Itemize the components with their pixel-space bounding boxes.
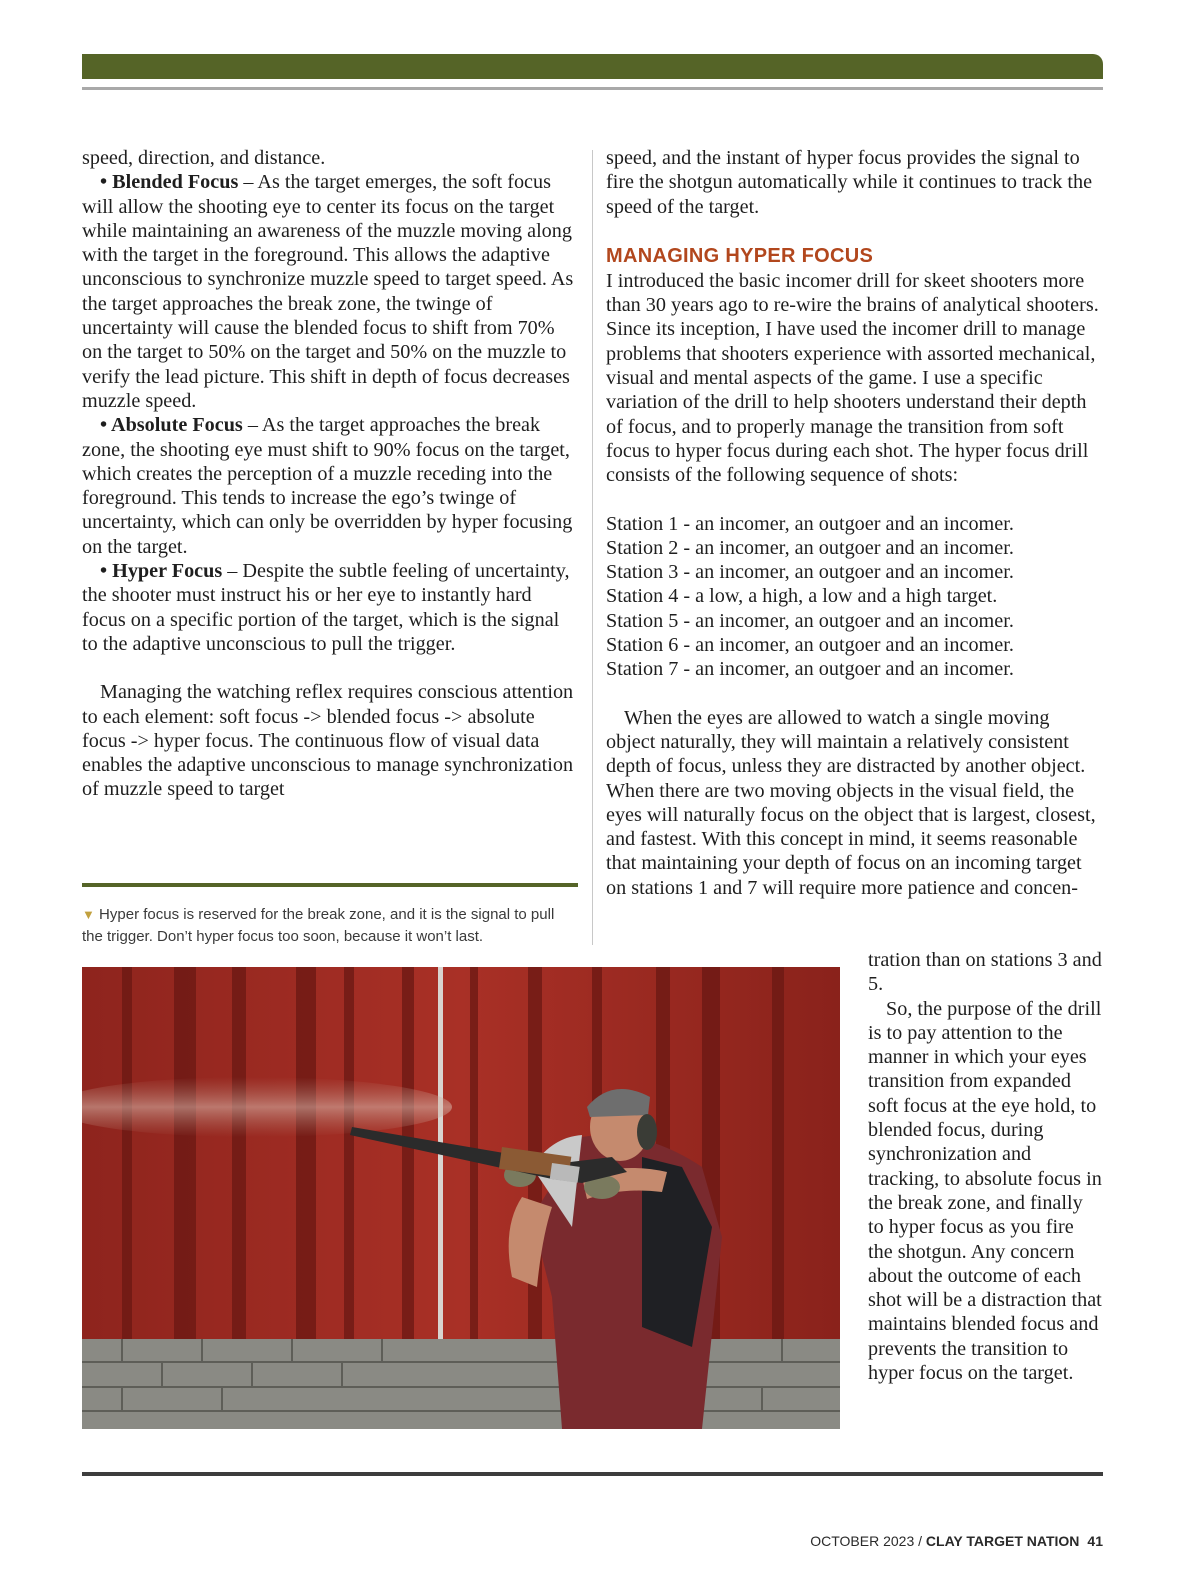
station-line: Station 3 - an incomer, an outgoer and an incomer. xyxy=(606,561,1014,584)
station-line: Station 2 - an incomer, an outgoer and an incomer. xyxy=(606,536,1014,559)
station-line: Station 1 - an incomer, an outgoer and an incomer. xyxy=(606,512,1014,535)
column-divider xyxy=(592,150,593,945)
station-line: Station 4 - a low, a high, a low and a high target. xyxy=(606,585,998,608)
bullet-blended-focus xyxy=(82,170,578,413)
term-absolute-focus: • Absolute Focus xyxy=(100,414,243,437)
photo-caption xyxy=(82,904,578,948)
paragraph-eyes: When the eyes are allowed to watch a single moving object naturally, they will maintain a relatively consistent depth of focus, unless they are distracted by another object. When there are two moving objects in the visual field, the eyes will naturally focus on the object that is largest, closest, and fastest. With this concept in mind, it seems reasonable that maintaining your depth of focus on an incoming target on stations 1 and 7 will require more patience and concen- xyxy=(606,706,1096,899)
footer-date: OCTOBER 2023 / xyxy=(810,1533,926,1549)
term-hyper-focus: • Hyper Focus xyxy=(100,560,223,583)
right-column xyxy=(606,146,1103,900)
paragraph: speed, and the instant of hyper focus provides the signal to fire the shotgun automatically while it continues to track the speed of the target. xyxy=(606,147,1093,218)
paragraph-intro: I introduced the basic incomer drill for skeet shooters more than 30 years ago to re-wire the brains of analytical shooters. Since its inception, I have used the incomer drill to manage problems that shooters experience with assorted mechanical, visual and mental aspects of the game. I use a specific variation of the drill to help shooters understand their depth of focus, and to properly manage the transition from soft focus to hyper focus during each shot. The hyper focus drill consists of the following sequence of shots: xyxy=(606,269,1099,487)
section-heading: MANAGING HYPER FOCUS xyxy=(606,244,874,267)
term-blended-focus: • Blended Focus xyxy=(100,171,239,194)
bullet-absolute-focus xyxy=(82,413,578,559)
caption-rule xyxy=(82,883,578,887)
paragraph-purpose: So, the purpose of the drill is to pay attention to the manner in which your eyes transition from expanded soft focus at the eye hold, to blended focus, during synchronization and tracking, to absolute focus in the break zone, and finally to hyper focus as you fire the shotgun. Any concern about the outcome of each shot will be a distraction that maintains blended focus and prevents the transition to hyper focus on the target. xyxy=(868,997,1102,1385)
right-column-narrow xyxy=(868,948,1103,1385)
header-bar xyxy=(82,54,1103,79)
bullet-text: – Despite the subtle feeling of uncertainty, the shooter must instruct his or her eye to instantly hard focus on a specific portion of the target, which is the signal to the adaptive unconscious to pull the trigger. xyxy=(82,560,570,655)
page-footer xyxy=(810,1533,1103,1549)
paragraph: speed, direction, and distance. xyxy=(82,147,326,169)
caption-marker-icon: ▼ xyxy=(82,907,95,922)
paragraph-eyes-continued: tration than on stations 3 and 5. xyxy=(868,949,1102,996)
left-column xyxy=(82,146,578,802)
paragraph-managing: Managing the watching reflex requires conscious attention to each element: soft focus -> blended focus -> absolute focus -> hyper focus. The continuous flow of visual data enables the adaptive unconscious to manage synchronization of muzzle speed to target xyxy=(82,681,574,801)
station-line: Station 6 - an incomer, an outgoer and an incomer. xyxy=(606,634,1014,657)
page-number: 41 xyxy=(1087,1533,1103,1549)
station-line: Station 5 - an incomer, an outgoer and an incomer. xyxy=(606,609,1014,632)
photo-shooter xyxy=(82,967,840,1429)
header-rule xyxy=(82,87,1103,90)
bullet-text: – As the target emerges, the soft focus will allow the shooting eye to center its focus on the target while maintaining an awareness of the muzzle moving along with the target in the foreground. This allows the adaptive unconscious to synchronize muzzle speed to target speed. As the target approaches the break zone, the twinge of uncertainty will cause the blended focus to shift from 70% on the target to 50% on the target and 50% on the muzzle to verify the lead picture. This shift in depth of focus decreases muzzle speed. xyxy=(82,171,574,412)
footer-magazine: CLAY TARGET NATION xyxy=(925,1533,1080,1549)
bullet-hyper-focus xyxy=(82,559,578,656)
station-line: Station 7 - an incomer, an outgoer and an incomer. xyxy=(606,658,1014,681)
footer-rule xyxy=(82,1472,1103,1476)
caption-text: Hyper focus is reserved for the break zone, and it is the signal to pull the trigger. Don’t hyper focus too soon, because it won’t last. xyxy=(82,906,555,945)
bullet-text: – As the target approaches the break zone, the shooting eye must shift to 90% focus on the target, which creates the perception of a muzzle receding into the foreground. This tends to increase the ego’s twinge of uncertainty, which can only be overridden by hyper focusing on the target. xyxy=(82,414,573,558)
